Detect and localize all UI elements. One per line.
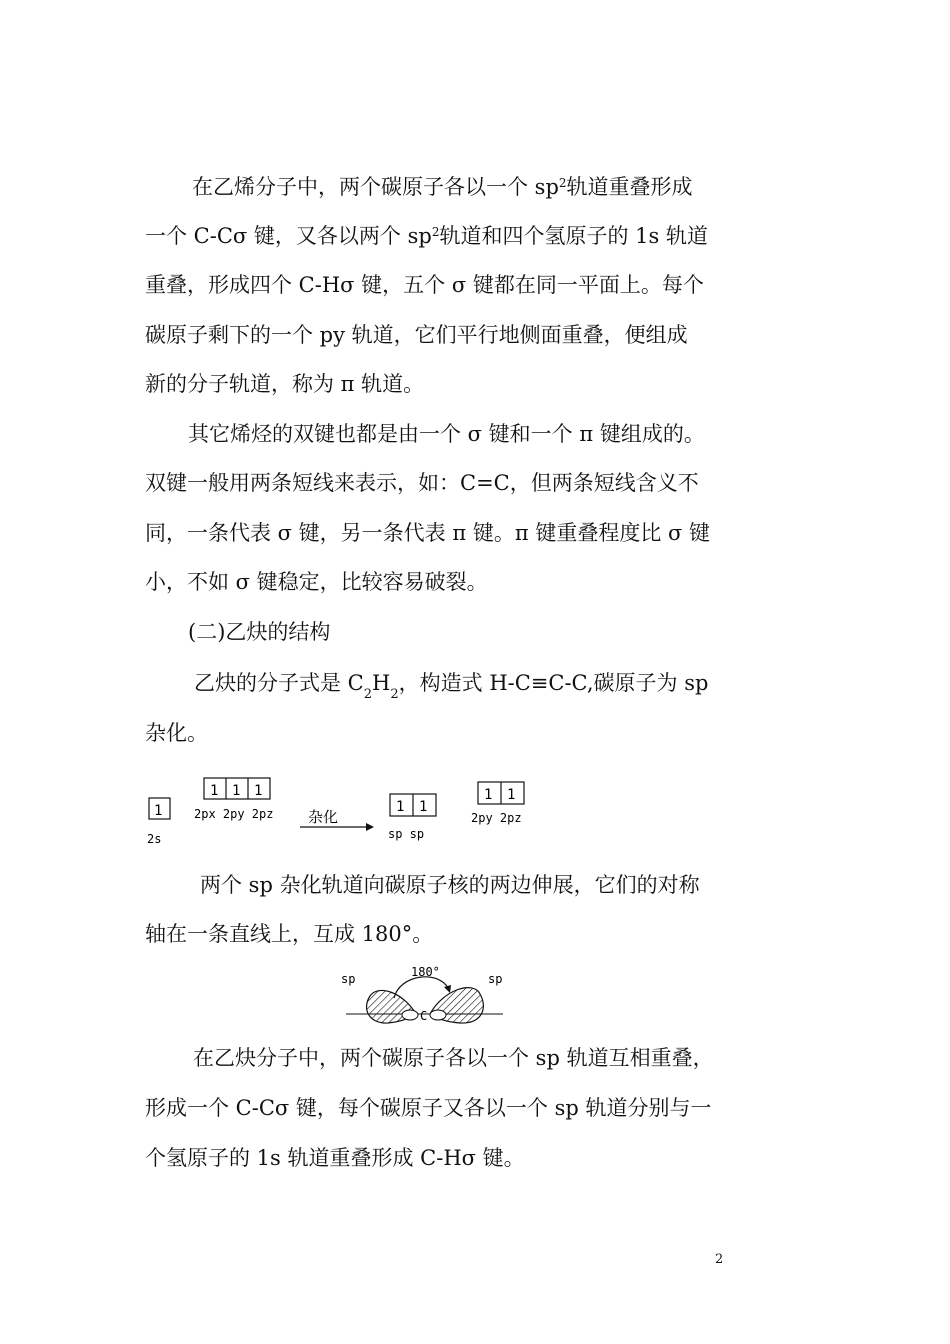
paragraph-4-line-1: 两个 sp 杂化轨道向碳原子核的两边伸展，它们的对称	[200, 873, 700, 897]
paragraph-5-line-3: 个氢原子的 1s 轨道重叠形成 C-Hσ 键。	[145, 1146, 525, 1170]
paragraph-5-line-2: 形成一个 C-Cσ 键，每个碳原子又各以一个 sp 轨道分别与一	[145, 1096, 712, 1120]
arrow-head-icon	[366, 823, 374, 831]
electron-mark: 1	[396, 799, 405, 815]
paragraph-1-line-3: 重叠，形成四个 C-Hσ 键，五个 σ 键都在同一平面上。每个	[145, 273, 704, 297]
text: H	[372, 671, 391, 695]
label-2s: 2s	[147, 832, 162, 846]
text: 一个 C-Cσ 键，又各以两个 sp	[145, 224, 432, 248]
left-sp-label: sp	[341, 972, 356, 986]
right-sp-label: sp	[488, 972, 503, 986]
text: 轨道和四个氢原子的 1s 轨道	[439, 224, 708, 248]
section-heading: (二)乙炔的结构	[188, 620, 331, 644]
electron-mark: 1	[154, 803, 163, 819]
text: 在乙烯分子中，两个碳原子各以一个 sp	[192, 175, 559, 199]
paragraph-5-line-1: 在乙炔分子中，两个碳原子各以一个 sp 轨道互相重叠，	[193, 1046, 714, 1070]
paragraph-3-line-1	[194, 668, 784, 702]
right-small-lobe	[430, 1010, 446, 1020]
subscript: 2	[390, 687, 399, 702]
text: ，构造式 H-C≡C-C,碳原子为 sp	[398, 671, 709, 695]
paragraph-2-line-1: 其它烯烃的双键也都是由一个 σ 键和一个 π 键组成的。	[188, 422, 705, 446]
paragraph-1-line-2	[145, 221, 735, 254]
arc-arrow-head-icon	[444, 985, 451, 993]
text: 轨道重叠形成	[566, 175, 693, 199]
paragraph-1-line-1	[192, 172, 782, 205]
paragraph-2-line-4: 小，不如 σ 键稳定，比较容易破裂。	[145, 570, 488, 594]
electron-mark: 1	[232, 783, 241, 799]
electron-mark: 1	[254, 783, 263, 799]
angle-label: 180°	[411, 965, 440, 979]
angle-arc	[394, 977, 448, 998]
nucleus-label: C	[420, 1009, 428, 1023]
electron-mark: 1	[484, 787, 493, 803]
text: 乙炔的分子式是 C	[194, 671, 364, 695]
paragraph-3-line-2: 杂化。	[145, 721, 208, 745]
label-sp: sp sp	[388, 827, 425, 841]
left-small-lobe	[402, 1010, 418, 1020]
superscript: 2	[558, 176, 567, 190]
label-2p-after: 2py 2pz	[471, 811, 522, 825]
electron-mark: 1	[419, 799, 428, 815]
paragraph-2-line-2: 双键一般用两条短线来表示，如：C=C，但两条短线含义不	[145, 471, 699, 495]
orbital-hybridization-diagram	[140, 770, 540, 850]
label-2p: 2px 2py 2pz	[194, 807, 274, 821]
electron-mark: 1	[210, 783, 219, 799]
electron-mark: 1	[507, 787, 516, 803]
arrow-label: 杂化	[308, 808, 339, 826]
paragraph-2-line-3: 同，一条代表 σ 键，另一条代表 π 键。π 键重叠程度比 σ 键	[145, 521, 710, 545]
sp-orbital-diagram	[338, 960, 508, 1030]
page-number: 2	[715, 1252, 724, 1267]
subscript: 2	[363, 687, 373, 702]
paragraph-4-line-2: 轴在一条直线上，互成 180°。	[145, 922, 434, 946]
paragraph-1-line-5: 新的分子轨道，称为 π 轨道。	[145, 372, 425, 396]
paragraph-1-line-4: 碳原子剩下的一个 py 轨道，它们平行地侧面重叠，便组成	[145, 323, 688, 347]
superscript: 2	[431, 225, 440, 239]
